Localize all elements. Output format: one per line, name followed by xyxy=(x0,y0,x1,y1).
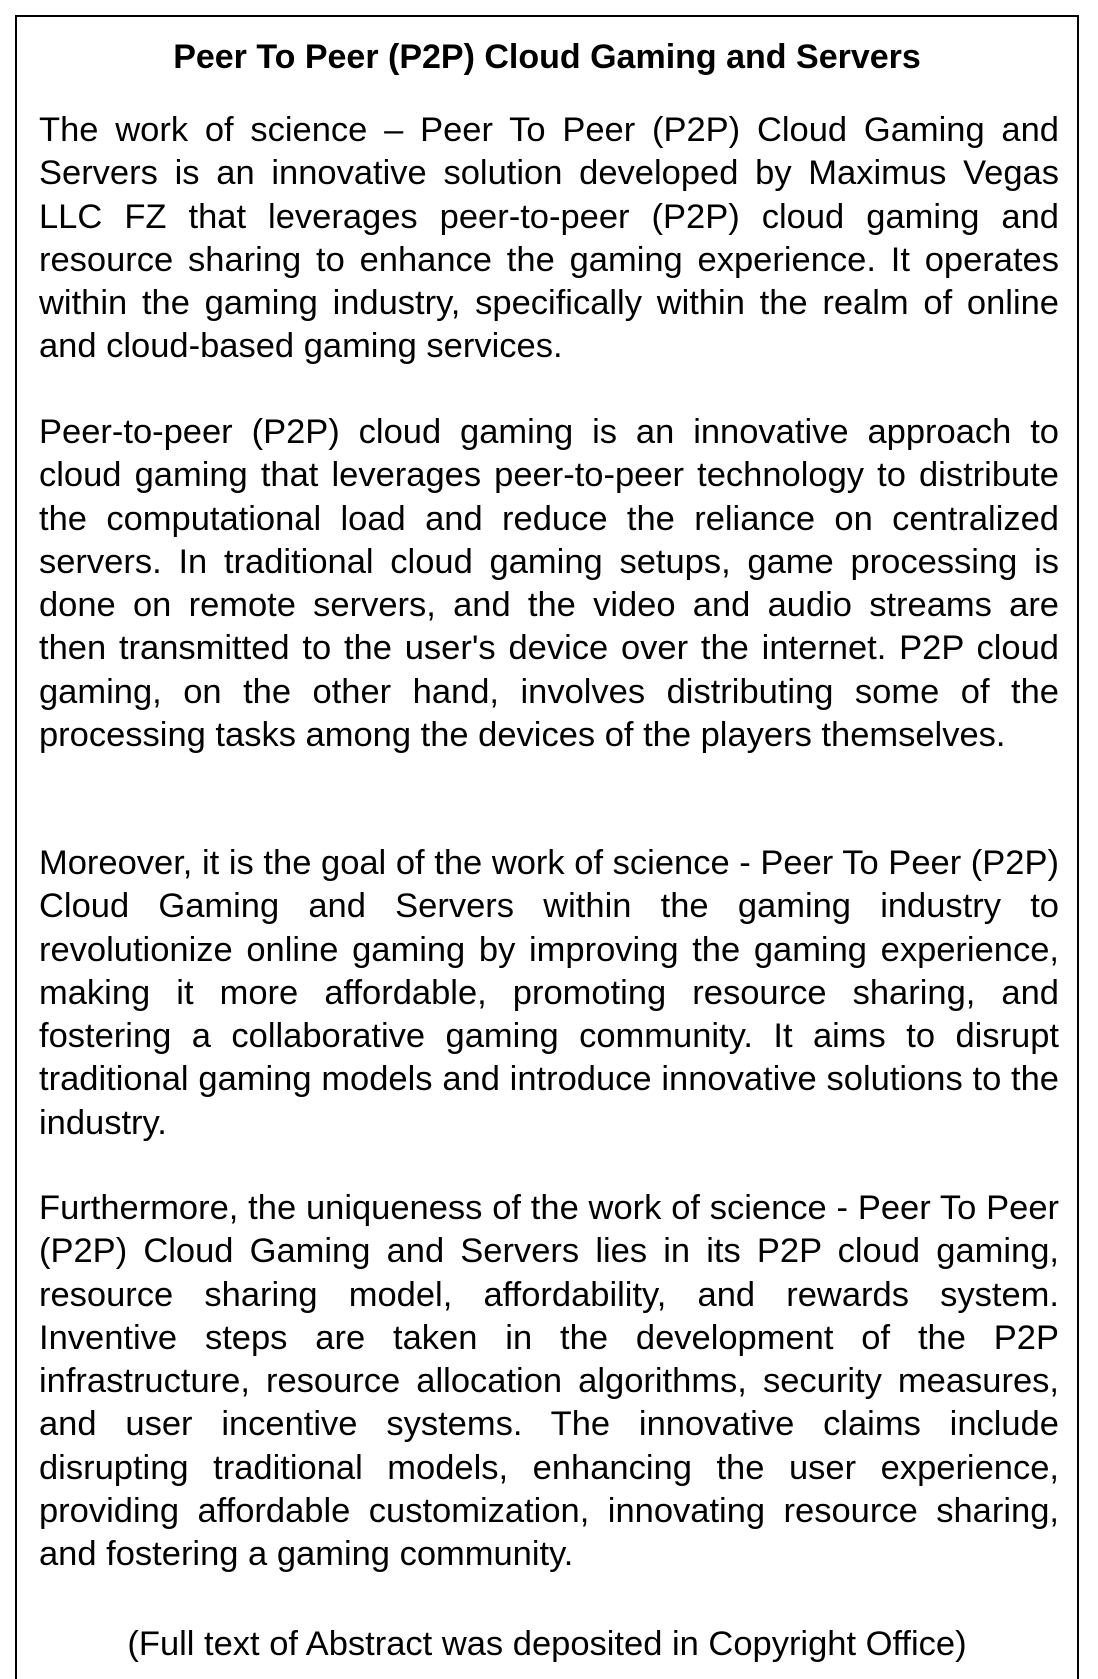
paragraph-goal: Moreover, it is the goal of the work of science - Peer To Peer (P2P) Cloud Gaming and Servers within the gaming industry to revolutionize online gaming by improving the gaming experience, making it more affordable, promoting resource sharing, and fostering a collaborative gaming community. It aims to disrupt traditional gaming models and introduce innovative solutions to the industry. xyxy=(39,844,1059,1142)
paragraph-intro: The work of science – Peer To Peer (P2P) Cloud Gaming and Servers is an innovative solution developed by Maximus Vegas LLC FZ that leverages peer-to-peer (P2P) cloud gaming and resource sharing to enhance the gaming experience. It operates within the gaming industry, specifically within the realm of online and cloud-based gaming services. xyxy=(39,111,1059,366)
abstract-frame xyxy=(15,15,1079,1679)
footer-note: (Full text of Abstract was deposited in Copyright Office) xyxy=(127,1625,967,1663)
paragraph-p2p-definition: Peer-to-peer (P2P) cloud gaming is an innovative approach to cloud gaming that leverages peer-to-peer technology to distribute the computational load and reduce the reliance on centralized servers. In traditional cloud gaming setups, game processing is done on remote servers, and the video and audio streams are then transmitted to the user's device over the internet. P2P cloud gaming, on the other hand, involves distributing some of the processing tasks among the devices of the players themselves. xyxy=(39,413,1059,755)
document-title: Peer To Peer (P2P) Cloud Gaming and Servers xyxy=(173,38,921,76)
paragraph-uniqueness: Furthermore, the uniqueness of the work of science - Peer To Peer (P2P) Cloud Gaming and Servers lies in its P2P cloud gaming, resource sharing model, affordability, and rewards system. Inventive steps are taken in the development of the P2P infrastructure, resource allocation algorithms, security measures, and user incentive systems. The innovative claims include disrupting traditional models, enhancing the user experience, providing affordable customization, innovating resource sharing, and fostering a gaming community. xyxy=(39,1189,1059,1574)
